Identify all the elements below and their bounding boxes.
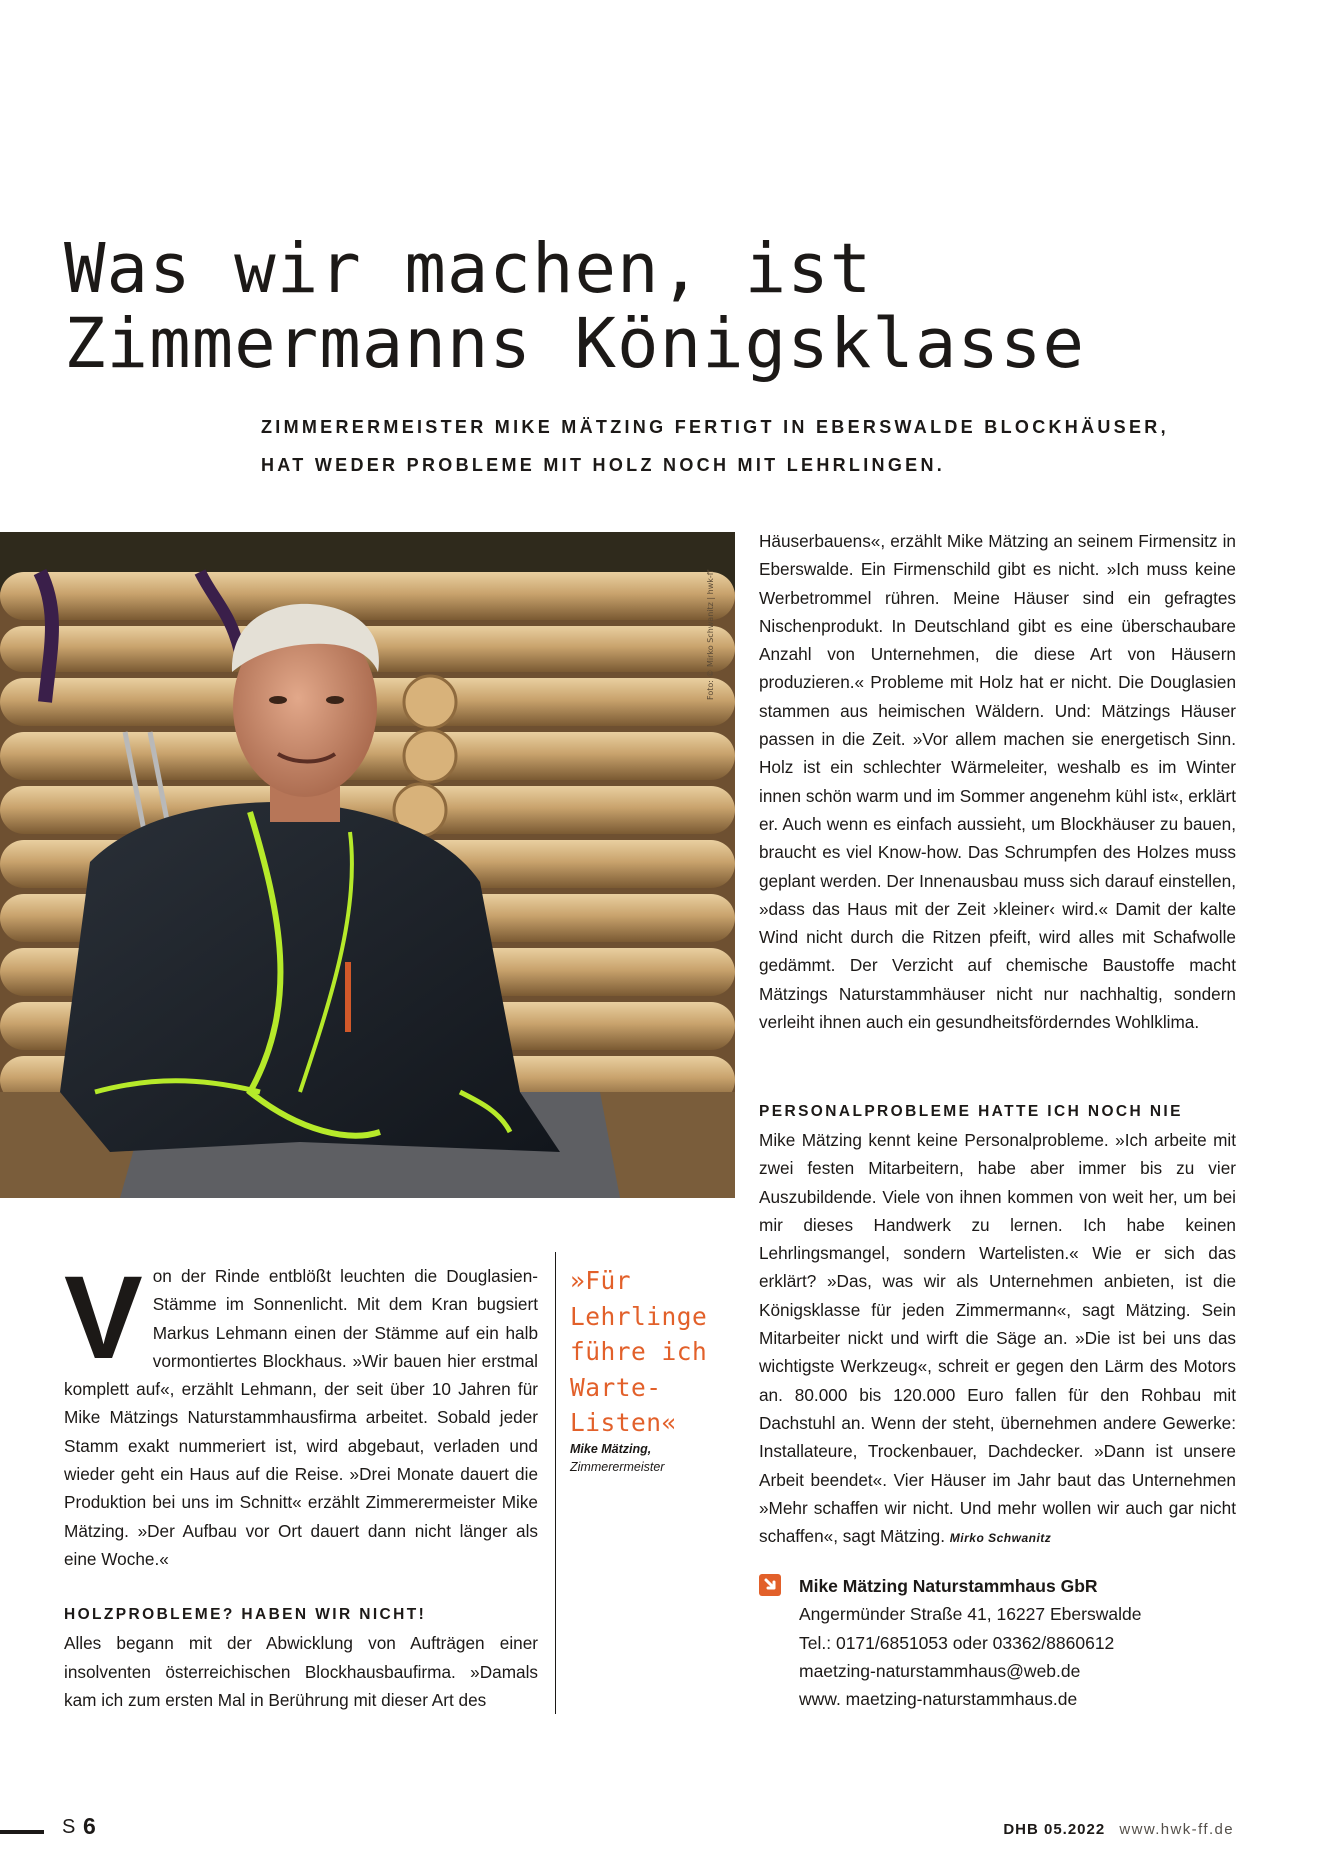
company-address: Angermünder Straße 41, 16227 Eberswalde [799,1604,1142,1625]
company-email[interactable]: maetzing-naturstammhaus@web.de [799,1660,1081,1681]
subheadline [261,408,1221,484]
article-author: Mirko Schwanitz [949,1531,1052,1546]
article-column-right-top [759,527,1236,1036]
issue-label: DHB 05.2022 [1003,1821,1106,1838]
footer-rule [0,1830,44,1834]
subheadline-line-1: ZIMMERERMEISTER MIKE MÄTZING FERTIGT IN EBERSWALDE BLOCKHÄUSER, [261,417,1169,437]
quote-role: Zimmerermeister [570,1460,665,1474]
headline-line-2: Zimmermanns Königsklasse [64,304,1085,384]
article-column-left [64,1252,538,1714]
subheadline-line-2: HAT WEDER PROBLEME MIT HOLZ NOCH MIT LEHRLINGEN. [261,455,946,475]
footer-issue [1003,1821,1234,1838]
portrait-illustration [0,532,735,1198]
photo-credit: Foto: © Mirko Schwanitz | hwk-ff [706,569,715,700]
pull-quote-line: Listen« [570,1408,677,1437]
page-prefix: S [62,1816,77,1838]
article-intro: on der Rinde entblößt leuchten die Douglasien-Stämme im Sonnenlicht. Mit dem Kran bugsiert Markus Lehmann einen der Stämme auf ein halb vormontiertes Blockhaus. »Wir bauen hier erstmal komplett auf«, erzählt Lehmann, der seit über 10 Jahren für Mike Mätzings Naturstammhausfirma arbeitet. Sobald jeder Stamm exakt nummeriert ist, wird abgebaut, verladen und wieder geht ein Haus auf die Reise. »Drei Monate dauert die Produktion bei uns im Schnitt« erzählt Zimmerermeister Mike Mätzing. »Der Aufbau vor Ort dauert dann nicht länger als eine Woche.« [64,1266,538,1569]
pull-quote-line: »Für [570,1266,632,1295]
article-paragraph: Alles begann mit der Abwicklung von Aufträgen einer insolventen österreichischen Blockhausbaufirma. »Damals kam ich zum ersten Mal in Berührung mit dieser Art des [64,1633,538,1710]
pull-quote-line: Lehrlinge [570,1301,708,1331]
section-2-text: Mike Mätzing kennt keine Personalprobleme. »Ich arbeite mit zwei festen Mitarbeitern, habe aber immer bis zu vier Auszubildende. Viele von ihnen kommen von weit her, um bei mir dieses Handwerk zu lernen. Ich habe keinen Lehrlingsmangel, sondern Wartelisten.« Wie er sich das erklärt? »Das, was wir als Unternehmen anbieten, ist die Königsklasse für jeden Zimmermann«, sagt Mätzing. Sein Mitarbeiter nickt und wirft die Säge an. »Die ist bei uns das wichtigste Werkzeug«, schreit er gegen den Lärm des Motors an. 80.000 bis 120.000 Euro fallen für den Rohbau mit Dachstuhl an. Wenn der steht, übernehmen andere Gewerke: Installateure, Trockenbauer, Dachdecker. »Dann ist unsere Arbeit beendet«. Vier Häuser im Jahr baut das Unternehmen »Mehr schaffen wir nicht. Und mehr wollen wir auch gar nicht schaffen«, sagt Mätzing. [759,1130,1236,1547]
drop-cap: V [64,1252,143,1384]
portrait-photo [0,532,735,1198]
pull-quote [570,1263,730,1441]
company-name: Mike Mätzing Naturstammhaus GbR [799,1576,1098,1596]
headline [64,229,1244,384]
article-paragraph: Häuserbauens«, erzählt Mike Mätzing an seinem Firmensitz in Eberswalde. Ein Firmenschild gibt es nicht. »Ich muss keine Werbetrommel rühren. Meine Häuser sind ein gefragtes Nischenprodukt. In Deutschland gibt es eine überschaubare Anzahl von Unternehmen, die diese Art von Häusern produzieren.« Probleme mit Holz hat er nicht. Die Douglasien stammen aus heimischen Wäldern. Und: Mätzings Häuser passen in die Zeit. »Vor allem machen sie energetisch Sinn. Holz ist ein schlechter Wärmeleiter, weshalb es im Winter innen schön warm und im Sommer angenehm kühl ist«, erklärt er. Auch wenn es einfach aussieht, um Blockhäuser zu bauen, braucht es viel Know-how. Das Schrumpfen des Holzes muss geplant werden. Der Innenausbau muss sich darauf einstellen, »dass das Haus mit der Zeit ›kleiner‹ wird.« Damit der kalte Wind nicht durch die Ritzen pfeift, wird alles mit Schafwolle gedämmt. Der Verzicht auf chemische Baustoffe macht Mätzings Naturstammhäuser nicht nur nachhaltig, sondern verleiht ihnen auch ein gesundheitsförderndes Wohlklima. [759,531,1236,1033]
contact-details [799,1572,1141,1713]
footer-url[interactable]: www.hwk-ff.de [1119,1821,1234,1838]
section-heading-1: HOLZPROBLEME? HABEN WIR NICHT! [64,1606,427,1624]
section-heading-2: PERSONALPROBLEME HATTE ICH NOCH NIE [759,1103,1183,1120]
article-paragraph [759,1126,1236,1552]
page-number: 6 [83,1813,96,1839]
quote-author: Mike Mätzing, [570,1442,652,1456]
headline-line-1: Was wir machen, ist [64,229,873,309]
company-website[interactable]: www. maetzing-naturstammhaus.de [799,1689,1078,1710]
article-column-right-bottom [759,1098,1236,1552]
pull-quote-line: führe ich [570,1337,708,1366]
pull-quote-line: Warte- [570,1372,662,1402]
company-phone[interactable]: Tel.: 0171/6851053 oder 03362/8860612 [799,1632,1115,1653]
arrow-box-icon [759,1574,781,1596]
quote-divider [555,1252,556,1714]
